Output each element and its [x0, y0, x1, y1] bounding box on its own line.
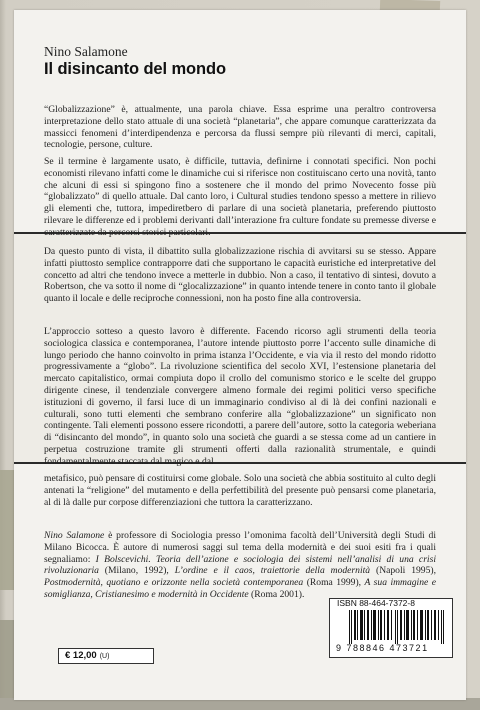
- book-ref-title: Postmodernità, quotiano e orizzonte nella società contemporanea: [44, 577, 304, 589]
- author-name: Nino Salamone: [44, 44, 128, 59]
- blurb-paragraph-5: metafisico, può pensare di costituirsi come globale. Solo una società che abbia sostituito al culto degli antenati la “religione” del mutamento e della perfettibilità del presente può pensarsi come planetaria, al di là dalle pur corpose differenziazioni che tuttora la caratterizzano.: [44, 473, 436, 508]
- book-ref-title: L’ordine e il caos, traiettorie della modernità: [174, 565, 371, 577]
- blurb-paragraph-2: Se il termine è largamente usato, è difficile, tuttavia, definirne i connotati specifici. Non pochi economisti rilevano infatti come le dinamiche cui si riferisce non costituiscano certo una novità, tanto che alcuni di essi si spingono fino a sostenere che il mondo del primo Novecento fosse più “globalizzato” di quello attuale. Dal canto loro, i Cultural studies tendono spesso a mettere in rilievo gli elementi che, tuttora, impediretbero di parlare di una società planetaria, preferendo piuttosto rilevare le differenze ed i problemi derivanti dall’interazione fra culture fondate su premesse diverse e caratterizzate da percorsi storici particolari.: [44, 156, 436, 238]
- isbn-label: ISBN 88-464-7372-8: [337, 598, 415, 608]
- author-bio-name: Nino Salamone: [44, 530, 105, 541]
- price-sticker: [58, 648, 154, 664]
- author-bio-text: (Napoli 1995),: [370, 565, 436, 577]
- blurb-paragraph-1: “Globalizzazione” è, attualmente, una parola chiave. Essa esprime una peraltro controversa interpretazione dello stato attuale di una società “planetaria”, che appare comunque caratterizzata da massicci fenomeni d’interdipendenza e percorsa da flussi sempre più rilevanti di merci, capitali, tecnologie, persone, culture.: [44, 104, 436, 151]
- price-amount: € 12,00: [65, 650, 97, 661]
- price-unit: (U): [99, 653, 110, 660]
- blurb-paragraph-3: Da questo punto di vista, il dibattito sulla globalizzazione rischia di avvitarsi su se stesso. Appare infatti piuttosto semplice contrapporre dati che supportano le capacità euristiche ed interpretative del concetto ad altri che tendono invece a metterle in dubbio. Non a caso, il tentativo di sintesi, dovuto a Robertson, che va sotto il nome di “glocalizzazione” in quanto intende tenere in conto tanto il globale quanto il locale e delle reciproche connessioni, non ha posto fine alla controversia.: [44, 246, 436, 305]
- author-bio-text: è professore di Sociologia presso l’omonima facoltà dell’Università degli Studi di Milano Bicocca. È autore di numerosi saggi sul tema della modernità e dei suoi esiti fra i quali segnaliamo:: [44, 530, 436, 565]
- author-bio: [44, 530, 436, 601]
- book-ref-title: I Bolscevichi. Teoria dell’azione e sociologia dei sistemi nell’analisi di una crisi rivoluzionaria: [44, 553, 436, 577]
- book-title: Il disincanto del mondo: [44, 60, 226, 78]
- author-bio-text: (Roma 1999),: [303, 577, 365, 589]
- isbn-digits: 9 788846 473721: [336, 643, 429, 653]
- author-bio-text: (Roma 2001).: [248, 588, 305, 600]
- book-ref-title: A sua immagine e somiglianza, Cristianesimo e modernità in Occidente: [44, 577, 436, 600]
- blurb-paragraph-4: L’approccio sotteso a questo lavoro è differente. Facendo ricorso agli strumenti della teoria sociologica classica e contemporanea, l’autore intende piuttosto porre l’accento sulle dinamiche di lungo periodo che hanno coinvolto in prima istanza l’Occidente, e via via il resto del mondo ridotto progressivamente a “globo”. La rivoluzione scientifica del secolo XVI, l’estensione planetaria del mercato capitalistico, ormai compiuta dopo il crollo del comunismo storico e le scelte del gruppo dirigente cinese, il tendenziale convergere almeno formale dei regimi politici verso specifiche istituzioni di governo, il farsi luce di un immaginario condiviso al di là dei confini nazionali e culturali, sono tutti elementi che sembrano conferire alla “globalizzazione” un significato non contingente. Tali elementi possono essere ricondotti, a parere dell’autore, sotto la categoria weberiana di “disincanto del mondo”, in quanto solo una società che guardi a se stessa come ad un cantiere in perpetua costruzione tramite gli strumenti offerti dalla razionalità strumentale, e quindi fondamentalmente staccata dal magico e dal: [44, 326, 436, 467]
- barcode-image: [349, 610, 445, 644]
- author-bio-text: (Milano, 1992),: [98, 565, 175, 577]
